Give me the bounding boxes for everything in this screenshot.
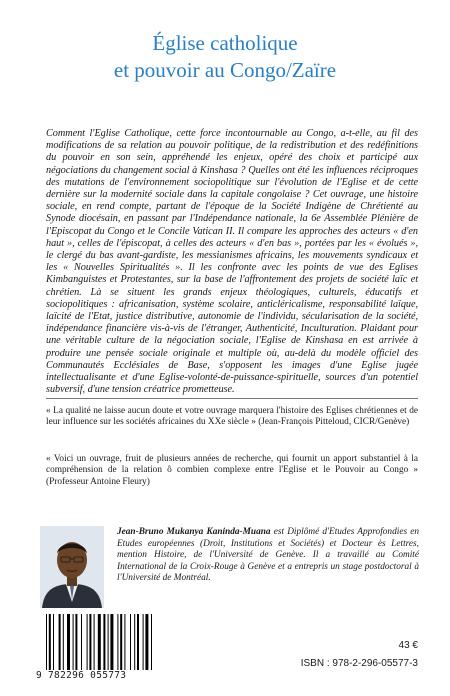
isbn: ISBN : 978-2-296-05577-3	[300, 658, 418, 669]
book-title	[0, 30, 450, 84]
barcode-bar	[145, 614, 148, 670]
barcode-bar	[46, 614, 47, 670]
barcode-bar	[49, 614, 51, 670]
barcode-bar	[124, 614, 125, 670]
barcode-bar	[117, 614, 118, 670]
barcode-bar	[59, 614, 61, 670]
barcode-bar	[63, 614, 64, 670]
back-cover-blurb: Comment l'Eglise Catholique, cette force incontournable au Congo, a-t-elle, au fil des modifications de sa relation au pouvoir politique, de la redistribution et des redéfinitions du pouvoir en son sein, appréhendé les enjeux, opéré des choix et participé aux négociations du changement social à Kinshasa ? Quelles ont été les influences réciproques des mutations de l'environnement sociopolitique sur l'évolution de l'Eglise et de cette dernière sur la modernité sociale dans la capitale congolaise ? Cet ouvrage, une histoire sociale, en rend compte, partant de l'époque de la Société Indigène de Chrétienté au Synode diocésain, en passant par l'Indépendance nationale, la 6e Assemblée Plénière de l'Episcopat du Congo et le Concile Vatican II. Il compare les approches des acteurs « d'en haut », celles de l'épiscopat, à celles des acteurs « d'en bas », portées par les « évolués », le clergé du bas avant-gardiste, les messianismes africains, les mouvements syndicaux et les « Nouvelles Spiritualités ». Il les confronte avec les points de vue des Eglises Kimbanguistes et Protestantes, sur la base de l'affrontement des projets de société laïc et chrétien. Là se situent les grands enjeux théologiques, culturels, éducatifs et sociopolitiques : africanisation, système scolaire, anticléricalisme, responsabilité laïque, laïcité de l'Etat, justice distributive, autonomie de l'individu, sécularisation de la société, indépendance financière vis-à-vis de l'étranger, Authenticité, Inculturation. Plaidant pour une véritable culture de la négociation sociale, l'Eglise de Kinshasa en est arrivée à produire une pensée sociale originale et multiple où, au-delà du modèle officiel des Communautés Ecclésiales de Base, s'opposent les images d'une Eglise jugée intellectualisante et d'une Eglise-volonté-de-puissance-spirituelle, sources d'un potentiel subversif, d'une tension créatrice prometteuse.	[46, 128, 418, 396]
author-name: Jean-Bruno Mukanya Kaninda-Muana	[117, 527, 271, 537]
barcode-bar	[143, 614, 144, 670]
title-line-1: Église catholique	[152, 31, 298, 55]
author-bio	[117, 527, 419, 585]
review-quote-2: « Voici un ouvrage, fruit de plusieurs années de recherche, qui fournit un apport substantiel à la compréhension de la relation ô combien complexe entre l'Eglise et le Pouvoir au Congo » (Professeur Antoine Fleury)	[46, 454, 418, 487]
author-bio-text: est Diplômé d'Etudes Approfondies en Etudes européennes (Droit, Institutions et Sociétés) et Docteur ès Lettres, mention Histoire, de l'Université de Genève. Il a travaillé au Comité International de la Croix-Rouge à Genève et a entrepris un stage postdoctoral à l'Université de Montréal.	[117, 527, 419, 584]
barcode-bar	[151, 614, 152, 670]
title-line-2: et pouvoir au Congo/Zaïre	[113, 58, 337, 82]
review-quote-1: « La qualité ne laisse aucun doute et votre ouvrage marquera l'histoire des Eglises chrétiennes et de leur influence sur les sociétés africaines du XXe siècle » (Jean-François Pitteloud, CICR/Genève)	[46, 406, 418, 428]
barcode-bar	[130, 614, 131, 670]
barcode-bar	[120, 614, 122, 670]
barcode-bar	[137, 614, 139, 670]
price: 43 €	[398, 640, 418, 651]
barcode-digits: 9 782296 055773	[36, 670, 127, 681]
barcode-bar	[87, 614, 88, 670]
barcode-bar	[98, 614, 101, 670]
barcode-bar	[81, 614, 82, 670]
barcode-bar	[67, 614, 70, 670]
author-photo	[40, 526, 104, 608]
divider	[46, 398, 418, 399]
barcode-bar	[103, 614, 105, 670]
barcode-bar	[53, 614, 54, 670]
barcode-bar	[110, 614, 113, 670]
barcode-bars	[44, 614, 184, 670]
barcode-bar	[134, 614, 135, 670]
barcode-bar	[73, 614, 74, 670]
barcode-bar	[108, 614, 109, 670]
barcode	[36, 614, 186, 682]
barcode-bar	[75, 614, 77, 670]
barcode-bar	[89, 614, 91, 670]
barcode-bar	[94, 614, 95, 670]
